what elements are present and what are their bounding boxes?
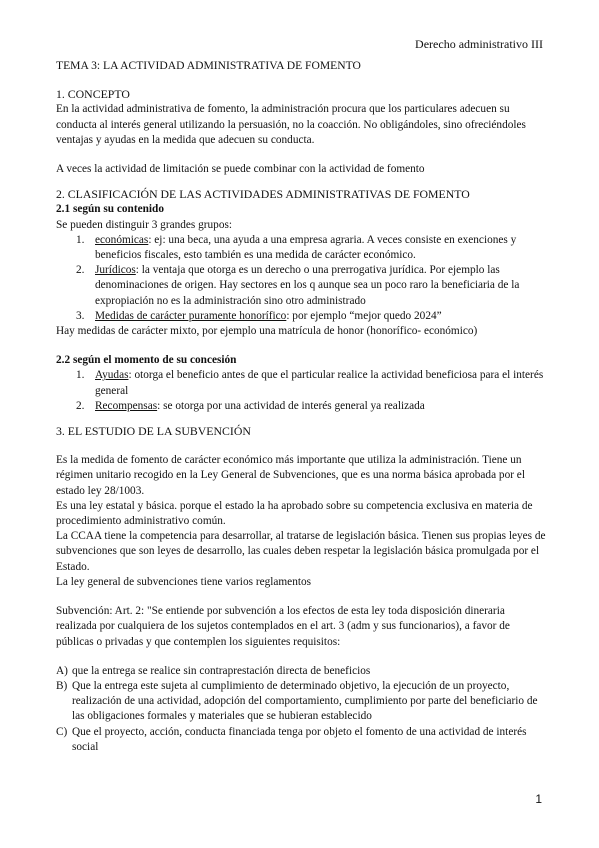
list-item-term: Ayudas [95, 369, 129, 382]
list-item-term: Medidas de carácter puramente honorífico [95, 309, 287, 322]
section-1-paragraph-1: En la actividad administrativa de fomento, la administración procura que los particulares adecuen su conducta al interés general utilizando la persuasión, no la coacción. No obligándoles, sino ofreciéndoles ventajas y ayudas en la medida que adecuen su conducta. [56, 103, 526, 146]
list-item-text: : se otorga por una actividad de interés general ya realizada [157, 399, 425, 412]
section-2-note: Hay medidas de carácter mixto, por ejemplo una matrícula de honor (honorífico- económico) [56, 325, 478, 338]
concession-list [56, 368, 546, 414]
list-item-text: Que la entrega este sujeta al cumplimiento de determinado objetivo, la ejecución de un proyecto, realización de una actividad, adopción del comportamiento, cumplimiento por parte del beneficiario de las obligaciones formales y materiales que se hubieran establecido [72, 679, 538, 723]
section-2-intro: Se pueden distinguir 3 grandes grupos: [56, 218, 233, 231]
section-3-paragraph-5: Subvención: Art. 2: "Se entiende por subvención a los efectos de esta ley toda disposición dineraria realizada por cualquiera de los sujetos contemplados en el art. 3 (adm y sus funcionarios), a favor de públicas o privadas y que contemplen los siguientes requisitos: [56, 605, 510, 648]
list-item [76, 309, 546, 324]
section-3-paragraph-4: La ley general de subvenciones tiene varios reglamentos [56, 575, 312, 588]
list-item [56, 664, 546, 679]
section-3-paragraph-3: La CCAA tiene la competencia para desarrollar, al tratarse de legislación básica. Tienen sus propias leyes de subvenciones que son leyes de desarrollo, las cuales deben respetar la legislación básica promulgada por el Estado. [56, 530, 546, 573]
list-item [56, 679, 546, 725]
section-3-paragraph-2: Es una ley estatal y básica. porque el estado la ha aprobado sobre su competencia exclusiva en materia de procedimiento administrativo común. [56, 499, 533, 528]
list-marker: C) [56, 725, 68, 738]
list-marker: 2. [76, 399, 85, 412]
list-item [76, 263, 546, 309]
list-item-text: : por ejemplo “mejor quedo 2024” [286, 309, 442, 322]
section-1-paragraph-2: A veces la actividad de limitación se puede combinar con la actividad de fomento [56, 163, 425, 176]
list-item-term: económicas [95, 233, 149, 246]
list-item-text: que la entrega se realice sin contraprestación directa de beneficios [72, 664, 371, 677]
section-3-paragraph-1: Es la medida de fomento de carácter económico más importante que utiliza la administración. Tiene un régimen unitario recogido en la Ley General de Subvenciones, que es una norma básica aprobada por el estado ley 28/1003. [56, 454, 525, 497]
subsection-2-2-heading: 2.2 según el momento de su concesión [56, 354, 237, 367]
list-item [76, 368, 546, 398]
document-body [56, 58, 546, 755]
classification-list [56, 233, 546, 324]
section-1-heading: 1. CONCEPTO [56, 87, 130, 102]
list-marker: 1. [76, 369, 85, 382]
page-number: 1 [535, 792, 542, 806]
list-marker: B) [56, 679, 68, 692]
list-item [76, 233, 546, 263]
list-item-text: Que el proyecto, acción, conducta financiada tenga por objeto el fomento de una actividad de interés social [72, 725, 527, 753]
list-marker: 3. [76, 309, 85, 322]
list-item-text: : otorga el beneficio antes de que el particular realice la actividad beneficiosa para el interés general [95, 369, 544, 397]
list-marker: 1. [76, 233, 85, 246]
document-title: TEMA 3: LA ACTIVIDAD ADMINISTRATIVA DE FOMENTO [56, 59, 361, 72]
list-item [56, 725, 546, 755]
requirements-list [56, 664, 546, 755]
list-item-text: : la ventaja que otorga es un derecho o una prerrogativa jurídica. Por ejemplo las denominaciones de origen. Hay sectores en los q aunque sea un poco raro la beneficiaria de la expropiación no es la administración sino otro administrado [95, 264, 520, 307]
list-marker: 2. [76, 264, 85, 277]
list-item-term: Jurídicos [95, 264, 136, 277]
section-2-heading: 2. CLASIFICACIÓN DE LAS ACTIVIDADES ADMINISTRATIVAS DE FOMENTO [56, 187, 470, 202]
subsection-2-1-heading: 2.1 según su contenido [56, 203, 164, 216]
list-marker: A) [56, 664, 68, 677]
list-item [76, 399, 546, 414]
list-item-text: : ej: una beca, una ayuda a una empresa agraria. A veces consiste en exenciones y beneficios fiscales, esto también es una medida de carácter económico. [95, 233, 517, 262]
list-item-term: Recompensas [95, 399, 158, 412]
section-3-heading: 3. EL ESTUDIO DE LA SUBVENCIÓN [56, 424, 251, 439]
running-header: Derecho administrativo III [415, 37, 543, 51]
